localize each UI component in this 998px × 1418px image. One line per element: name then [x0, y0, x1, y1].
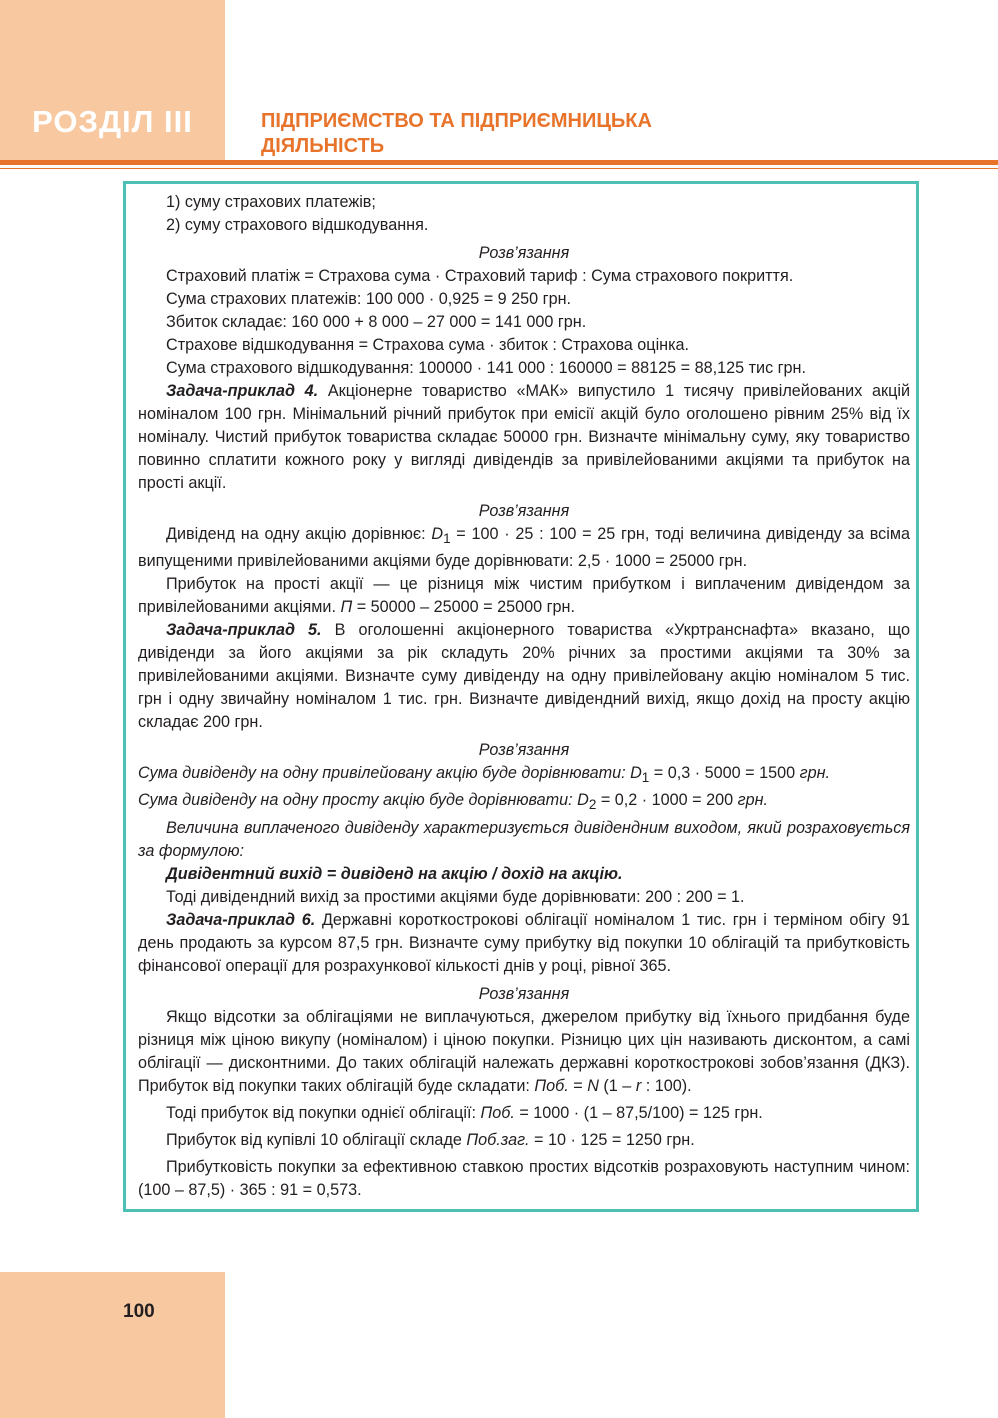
- text: : 100).: [641, 1076, 692, 1095]
- var: r: [635, 1076, 642, 1095]
- var: Поб.: [480, 1103, 515, 1122]
- paragraph: Страхове відшкодування = Страхова сума · збиток : Страхова оцінка.: [166, 336, 690, 354]
- subscript: 1: [443, 531, 451, 547]
- paragraph: Страховий платіж = Страхова сума · Страховий тариф : Сума страхового покриття.: [166, 267, 794, 285]
- task-text: Акціонерне товариство «МАК» випустило 1 тисячу привілейованих акцій номіналом 100 грн. Мінімальний річний прибуток при емісії акцій було оголошено рівним 25% від їх номіналу. Чистий прибуток товариства складає 50000 грн. Визначте мінімальну суму, яку товариство повинно сплатити кожного року у вигляді дивідендів за привілейованими акціями та прибуток на прості акції.: [138, 382, 910, 492]
- task-text: В оголошенні акціонерного товариства «Укртранснафта» вказано, що дивіденди за його акціями за рік складуть 20% річних за простими акціями та 30% за привілейованими акціями. Визначте суму дивіденду на одну привілейовану акцію номіналом 5 тис. грн і одну звичайну номіналом 1 тис. грн. Визначте дивідендний вихід, якщо дохід на просту акцію складає 200 грн.: [138, 621, 910, 732]
- footer-side-panel: [0, 1272, 225, 1418]
- text: =: [568, 1076, 588, 1095]
- var: Поб.: [534, 1076, 569, 1095]
- task-4: [138, 380, 910, 495]
- task-label: Задача-приклад 4.: [166, 382, 319, 400]
- content-frame: [123, 181, 919, 1212]
- task-5: [138, 619, 910, 734]
- header-rule-thin: [0, 168, 998, 169]
- formula: [138, 863, 910, 886]
- paragraph: Збиток складає: 160 000 + 8 000 – 27 000 = 141 000 грн.: [166, 313, 587, 331]
- content-body: [138, 191, 910, 1202]
- text: Тоді прибуток від покупки однієї облігації:: [166, 1103, 481, 1122]
- solution-heading: Розв’язання: [478, 502, 570, 520]
- paragraph: [138, 1006, 910, 1098]
- var: Поб.заг.: [466, 1130, 530, 1149]
- var: П: [340, 598, 353, 617]
- paragraph: [138, 523, 910, 573]
- paragraph: Сума страхових платежів: 100 000 · 0,925 = 9 250 грн.: [166, 290, 572, 308]
- text: = 0,2 · 1000 = 200: [596, 791, 738, 810]
- paragraph: [138, 1129, 910, 1152]
- text: (1 –: [598, 1076, 636, 1095]
- paragraph: [138, 789, 910, 816]
- task-6: [138, 909, 910, 978]
- text: Прибуток від купівлі 10 облігації складе: [166, 1130, 467, 1149]
- paragraph: [138, 762, 910, 789]
- paragraph: [138, 817, 910, 863]
- text: = 100 · 25 : 100 = 25 грн, тоді величина дивіденду за всіма випущеними привілейованими акціями буде дорівнювати: 2,5 · 1000 = 25000 грн.: [138, 525, 910, 571]
- text: Дивідентний вихід = дивіденд на акцію / дохід на акцію.: [166, 864, 623, 883]
- chapter-title: [261, 109, 861, 159]
- text: Сума дивіденду на одну просту акцію буде дорівнювати: D: [138, 791, 589, 810]
- paragraph: [138, 573, 910, 619]
- list-item-2: 2) суму страхового відшкодування.: [166, 216, 429, 234]
- text: Дивіденд на одну акцію дорівнює:: [166, 525, 432, 543]
- solution-heading: Розв’язання: [478, 244, 570, 262]
- paragraph: Тоді дивідендний вихід за простими акціями буде дорівнювати: 200 : 200 = 1.: [166, 887, 745, 906]
- task-label: Задача-приклад 6.: [166, 910, 316, 929]
- task-label: Задача-приклад 5.: [166, 621, 322, 640]
- chapter-title-line1: ПІДПРИЄМСТВО ТА ПІДПРИЄМНИЦЬКА: [261, 110, 652, 132]
- section-label: РОЗДІЛ III: [32, 104, 193, 139]
- text: грн.: [737, 791, 769, 810]
- text: = 10 · 125 = 1250 грн.: [529, 1130, 695, 1149]
- paragraph: Прибутковість покупки за ефективною ставкою простих відсотків розраховують наступним чином: (100 – 87,5) · 365 : 91 = 0,573.: [138, 1157, 910, 1199]
- subscript: 1: [641, 770, 650, 786]
- text: = 50000 – 25000 = 25000 грн.: [352, 598, 575, 617]
- text: Сума дивіденду на одну привілейовану акцію буде дорівнювати: D: [138, 764, 642, 783]
- text: грн.: [799, 764, 830, 783]
- task-text: Державні короткострокові облігації номіналом 1 тис. грн і терміном обігу 91 день продають за курсом 87,5 грн. Визначте суму прибутку від покупки 10 облігацій та прибутковість фінансової операції для розрахункової кількості днів у році, рівної 365.: [138, 910, 910, 975]
- header-rule: [0, 160, 998, 165]
- text: = 0,3 · 5000 = 1500: [649, 764, 800, 783]
- paragraph: Сума страхового відшкодування: 100000 · 141 000 : 160000 = 88125 = 88,125 тис грн.: [166, 359, 806, 377]
- text: Якщо відсотки за облігаціями не виплачуються, джерелом прибутку від їхнього придбання буде різниця між ціною викупу (номіналом) і ціною покупки. Різницю цих цін називають дисконтом, а самі облігації — дисконтними. До таких облігацій належать державні короткострокові зобов’язання (ДКЗ). Прибуток від покупки таких облігацій буде складати:: [138, 1007, 910, 1095]
- var: N: [587, 1076, 599, 1095]
- list-item-1: 1) суму страхових платежів;: [166, 193, 376, 211]
- solution-heading: Розв’язання: [478, 984, 570, 1003]
- subscript: 2: [588, 797, 597, 813]
- var: D: [431, 525, 444, 543]
- paragraph: [138, 1102, 910, 1125]
- text: Прибуток на прості акції — це різниця між чистим прибутком і виплаченим дивідендом за привілейованими акціями.: [138, 575, 910, 617]
- text: Величина виплаченого дивіденду характеризується дивідендним виходом, який розраховується за формулою:: [138, 818, 910, 860]
- chapter-title-line2: ДІЯЛЬНІСТЬ: [261, 135, 385, 157]
- page-number: 100: [123, 1301, 155, 1322]
- solution-heading: Розв’язання: [478, 741, 570, 760]
- text: = 1000 · (1 – 87,5/100) = 125 грн.: [514, 1103, 763, 1122]
